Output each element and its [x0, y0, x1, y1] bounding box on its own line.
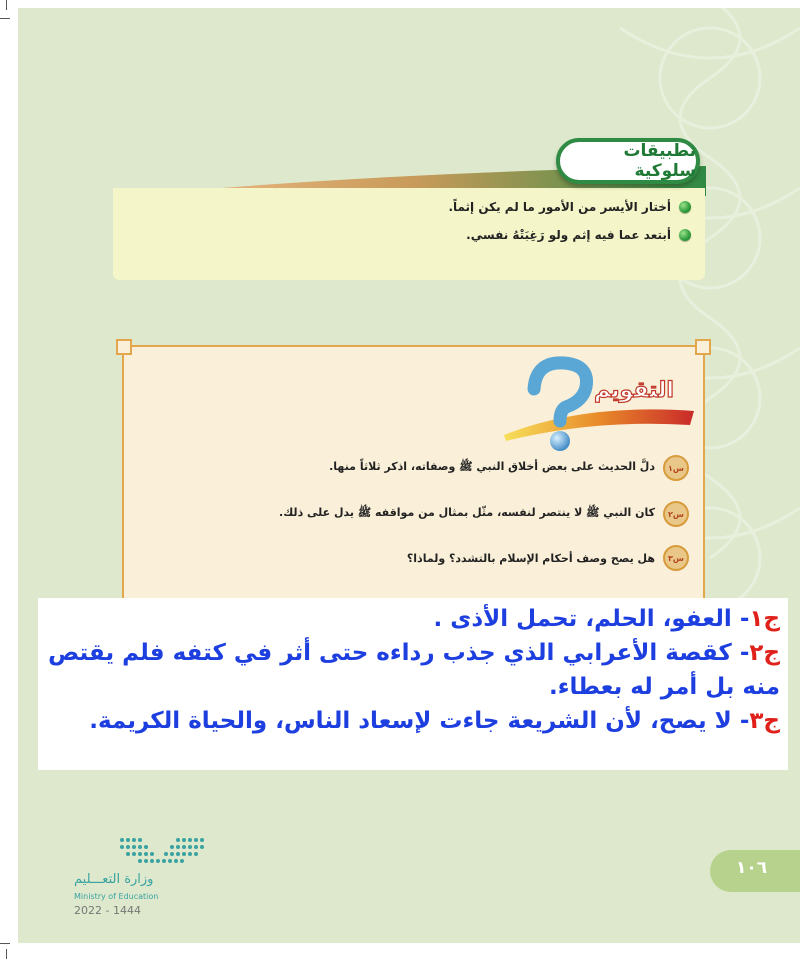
logo-english-text: Ministry of Education [74, 892, 159, 901]
question-item [329, 455, 689, 481]
page-number: ١٠٦ [736, 858, 768, 878]
answer-text: - لا يصح، لأن الشريعة جاءت لإسعاد الناس، والحياة الكريمة. [89, 708, 750, 734]
question-item [279, 501, 689, 527]
assessment-frame [122, 345, 705, 613]
answer-number: ج٢ [749, 640, 780, 666]
question-text: هل يصح وصف أحكام الإسلام بالتشدد؟ ولماذا؟ [406, 551, 655, 565]
list-item [448, 228, 691, 242]
question-text: دلَّ الحديث على بعض أخلاق النبي ﷺ وصفاته، اذكر ثلاثاً منها. [329, 460, 655, 473]
answer-text: - العفو، الحلم، تحمل الأذى . [433, 606, 750, 632]
logo-year: 2022 - 1444 [74, 904, 141, 917]
list-item-text: أبتعد عما فيه إثم ولو رَغِبَتْهُ نفسي. [466, 228, 671, 242]
crop-mark [0, 18, 10, 19]
behavior-box [113, 188, 705, 280]
question-item [407, 545, 689, 571]
question-mark-icon [494, 353, 704, 453]
logo-dots-icon [118, 834, 208, 868]
question-number-badge: س٢ [663, 501, 689, 527]
behavior-list [448, 200, 691, 256]
logo-arabic-text: وزارة التعـــليم [74, 872, 154, 887]
answer-item [44, 636, 780, 704]
answer-number: ج١ [749, 606, 780, 632]
answer-number: ج٣ [749, 708, 780, 734]
bullet-icon [679, 229, 691, 241]
answer-item [44, 704, 780, 738]
crop-mark [6, 949, 7, 959]
list-item [448, 200, 691, 214]
question-text: كان النبي ﷺ لا ينتصر لنفسه، مثّل بمثال من مواقفه ﷺ يدل على ذلك. [279, 506, 655, 519]
answers-box [38, 598, 788, 770]
answer-text: - كقصة الأعرابي الذي جذب رداءه حتى أثر في كتفه فلم يقتص منه بل أمر له بعطاء. [48, 640, 780, 700]
answer-item [44, 602, 780, 636]
section-title-badge [556, 138, 700, 184]
assessment-title: التقويم [594, 378, 674, 403]
bullet-icon [679, 201, 691, 213]
frame-corner [116, 339, 132, 355]
section-title: تطبيقات سلوكية [623, 141, 696, 181]
question-number-badge: س٣ [663, 545, 689, 571]
crop-mark [0, 943, 10, 944]
textbook-page [18, 8, 800, 943]
question-number-badge: س١ [663, 455, 689, 481]
list-item-text: أختار الأيسر من الأمور ما لم يكن إثماً. [448, 200, 671, 214]
crop-mark [6, 0, 7, 10]
